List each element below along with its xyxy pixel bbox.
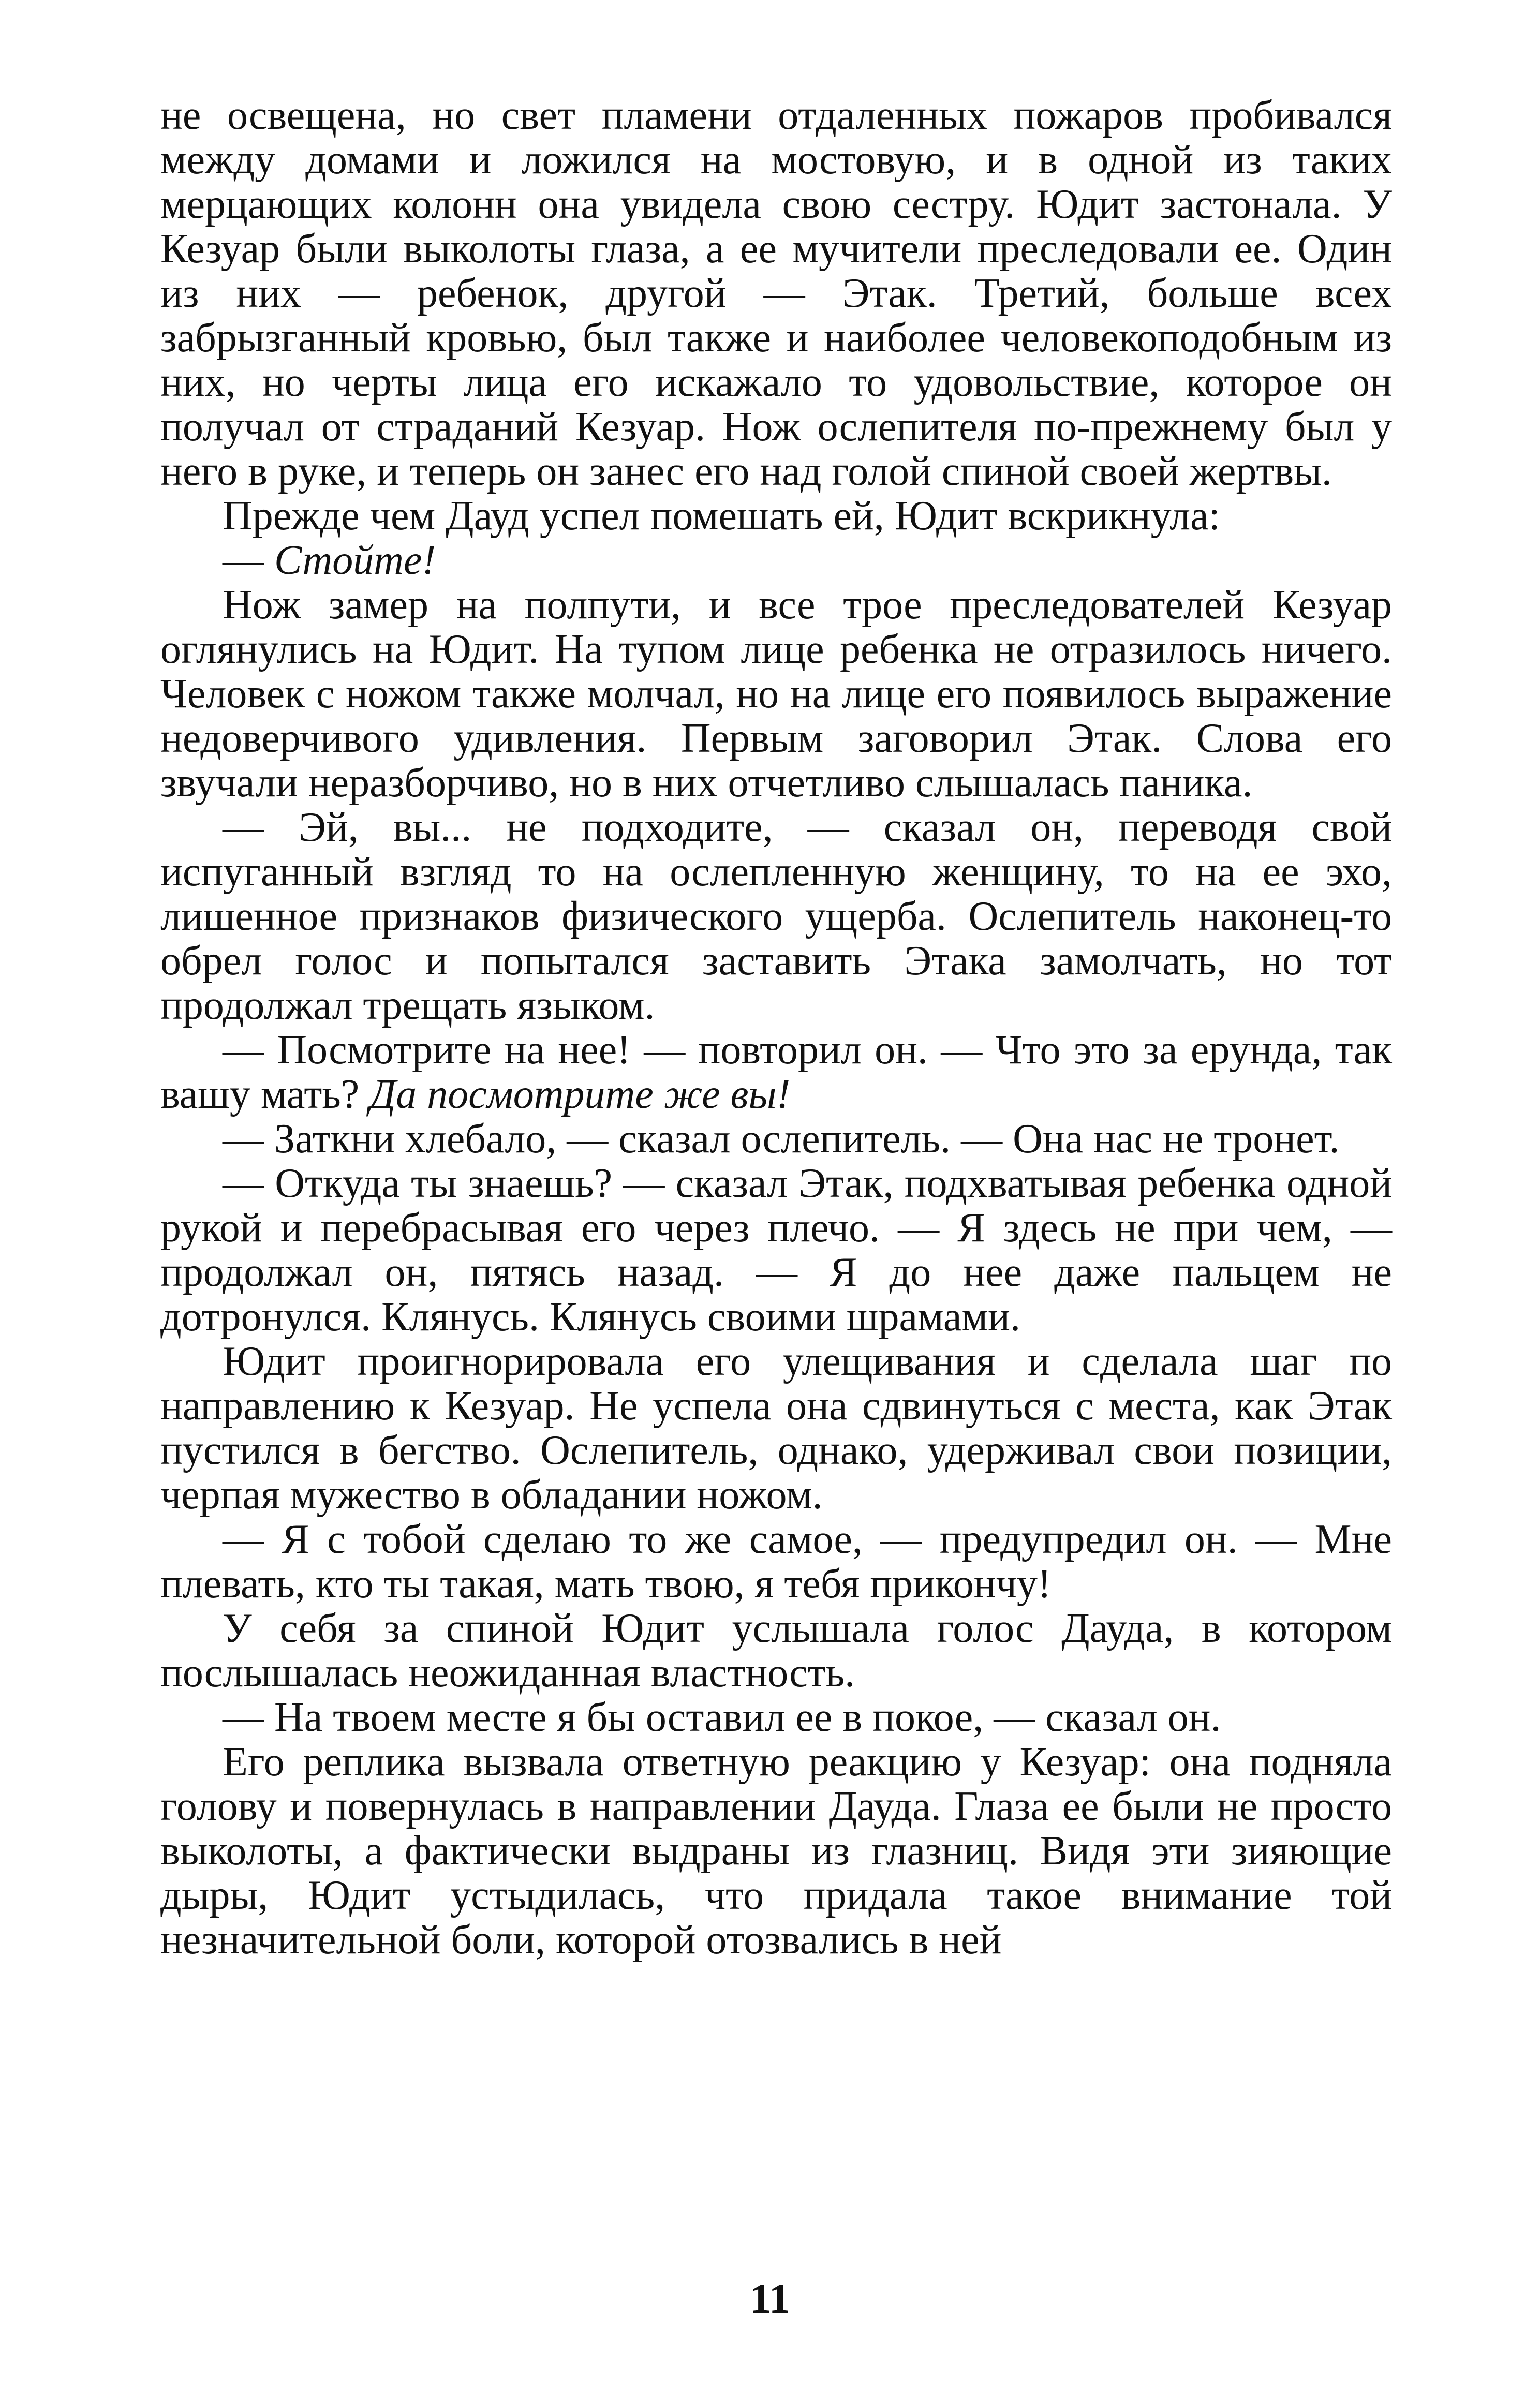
paragraph-text: Юдит проигнорировала его улещивания и сделала шаг по направлению к Кезуар. Не успела она сдвинуться с места, как Этак пустился в бегство. Ослепитель, однако, удерживал свои позиции, черпая мужество в обладании ножом.: [160, 1339, 1392, 1518]
paragraph: [160, 93, 1392, 494]
paragraph: [160, 1028, 1392, 1117]
paragraph-text: — На твоем месте я бы оставил ее в покое, — сказал он.: [223, 1695, 1221, 1740]
italic-text: Да посмотрите же вы!: [369, 1072, 791, 1117]
paragraph-text: У себя за спиной Юдит услышала голос Дауда, в котором послышалась неожиданная властность.: [160, 1606, 1392, 1696]
paragraph: [160, 805, 1392, 1028]
paragraph: [160, 1695, 1392, 1740]
italic-text: Стойте!: [274, 538, 436, 583]
page-number: 11: [750, 2275, 790, 2322]
paragraph-text: — Эй, вы... не подходите, — сказал он, переводя свой испуганный взгляд то на ослепленную женщину, то на ее эхо, лишенное признаков физического ущерба. Ослепитель наконец-то обрел голос и попытался заставить Этака замолчать, но тот продолжал трещать языком.: [160, 805, 1392, 1028]
paragraph: [160, 1117, 1392, 1161]
paragraph: [160, 1517, 1392, 1606]
paragraph-text: Нож замер на полпути, и все трое преследователей Кезуар оглянулись на Юдит. На тупом лице ребенка не отразилось ничего. Человек с ножом также молчал, но на лице его появилось выражение недоверчивого удивления. Первым заговорил Этак. Слова его звучали неразборчиво, но в них отчетливо слышалась паника.: [160, 582, 1392, 806]
paragraph: [160, 1740, 1392, 1962]
paragraph-text: Прежде чем Дауд успел помешать ей, Юдит вскрикнула:: [223, 493, 1220, 539]
paragraph-text: — Заткни хлебало, — сказал ослепитель. — Она нас не тронет.: [223, 1116, 1340, 1162]
paragraph: [160, 1339, 1392, 1517]
paragraph-text: — Откуда ты знаешь? — сказал Этак, подхватывая ребенка одной рукой и перебрасывая его через плечо. — Я здесь не при чем, — продолжал он, пятясь назад. — Я до нее даже пальцем не дотронулся. Клянусь. Клянусь своими шрамами.: [160, 1161, 1392, 1340]
paragraph: [160, 538, 1392, 583]
paragraph-text: — Посмотрите на нее! — повторил он. — Что это за ерунда, так вашу мать?: [160, 1027, 1392, 1117]
paragraph: [160, 1161, 1392, 1339]
paragraph-text: — Я с тобой сделаю то же самое, — предупредил он. — Мне плевать, кто ты такая, мать твою, я тебя прикончу!: [160, 1517, 1392, 1607]
paragraph: [160, 583, 1392, 805]
paragraph-text: —: [223, 538, 274, 583]
paragraph: [160, 494, 1392, 538]
paragraph: [160, 1606, 1392, 1695]
paragraph-text: Его реплика вызвала ответную реакцию у Кезуар: она подняла голову и повернулась в направлении Дауда. Глаза ее были не просто выколоты, а фактически выдраны из глазниц. Видя эти зияющие дыры, Юдит устыдилась, что придала такое внимание той незначительной боли, которой отозвались в ней: [160, 1739, 1392, 1963]
body-text: [160, 93, 1392, 1962]
paragraph-text: не освещена, но свет пламени отдаленных пожаров пробивался между домами и ложился на мостовую, и в одной из таких мерцающих колонн она увидела свою сестру. Юдит застонала. У Кезуар были выколоты глаза, а ее мучители преследовали ее. Один из них — ребенок, другой — Этак. Третий, больше всех забрызганный кровью, был также и наиболее человекоподобным из них, но черты лица его искажало то удовольствие, которое он получал от страданий Кезуар. Нож ослепителя по-прежнему был у него в руке, и теперь он занес его над голой спиной своей жертвы.: [160, 93, 1392, 494]
